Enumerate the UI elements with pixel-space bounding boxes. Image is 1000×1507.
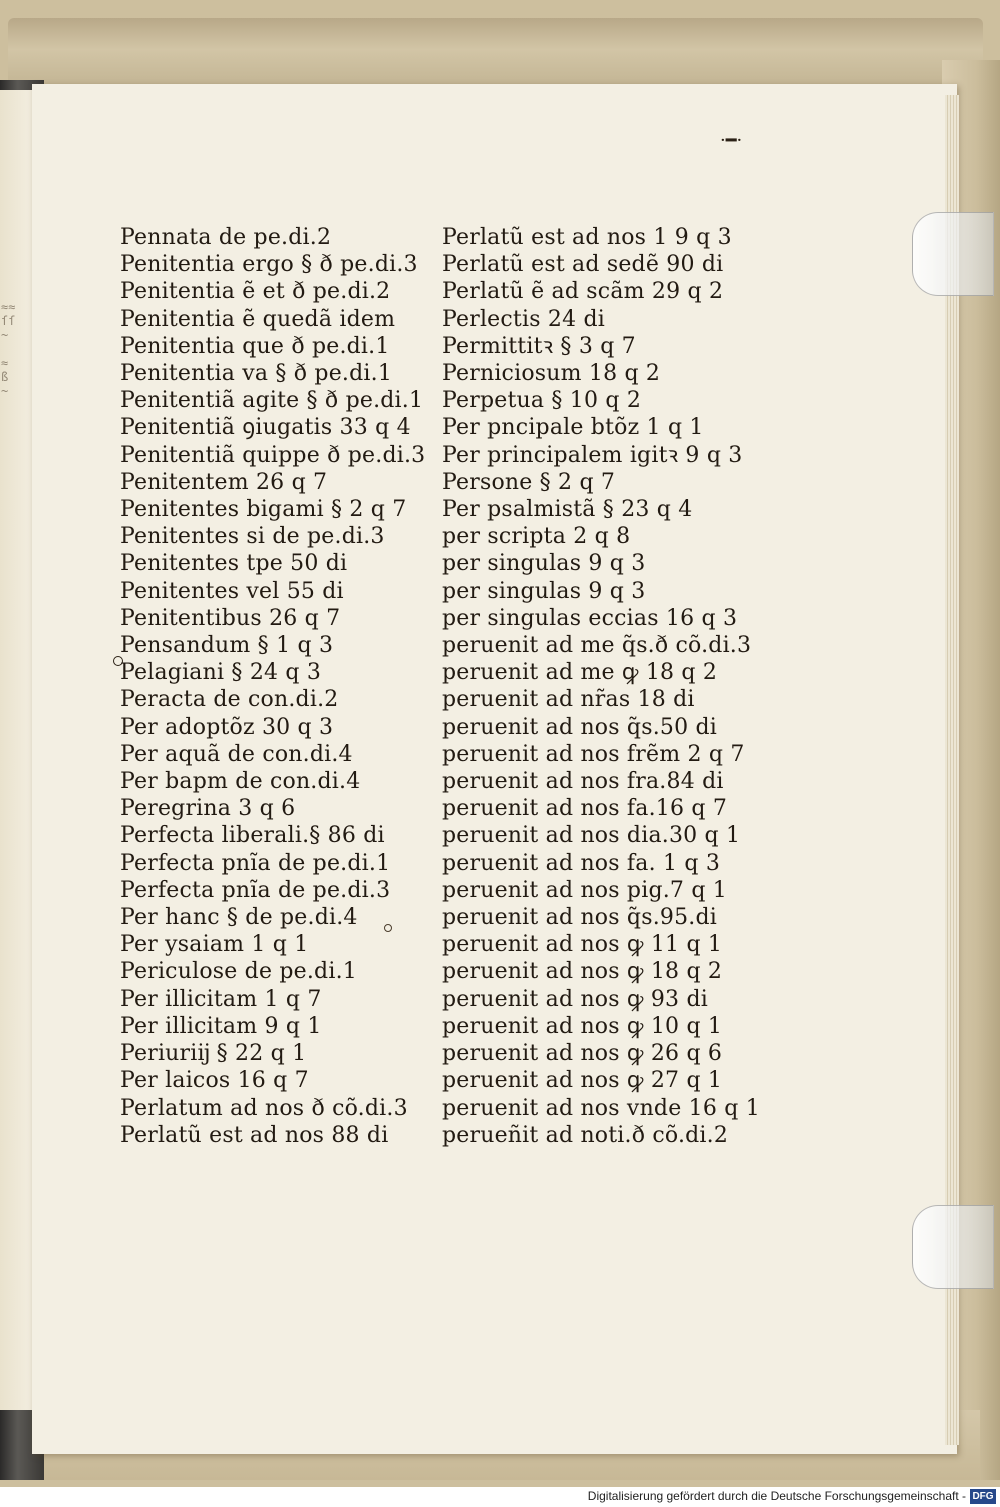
index-entry: Per psalmistã § 23 q 4 bbox=[442, 497, 693, 523]
index-entry: Perfecta liberali.§ 86 di bbox=[120, 823, 385, 849]
index-entry: Perlatũ est ad nos 1 9 q 3 bbox=[442, 225, 732, 250]
index-entry: Penitentia ẽ et ð pe.di.2 bbox=[120, 279, 391, 305]
index-entry: Per adoptõz 30 q 3 bbox=[120, 714, 334, 740]
index-entry: Per pncipale btõz 1 q 1 bbox=[442, 415, 704, 441]
index-entry: peruenit ad me q̃s.ð cõ.di.3 bbox=[442, 633, 752, 659]
index-entry: peruenit ad nr̃as 18 di bbox=[442, 687, 695, 713]
index-entry: Penitentia ẽ quedã idem bbox=[120, 306, 396, 332]
index-entry: Per illicitam 9 q 1 bbox=[120, 1013, 322, 1039]
index-entry: Perlatũ ẽ ad scãm 29 q 2 bbox=[442, 279, 724, 305]
index-entry: peruenit ad nos dia.30 q 1 bbox=[442, 823, 741, 849]
index-entry: Penitentem 26 q 7 bbox=[120, 469, 328, 495]
index-entry: Pensandum § 1 q 3 bbox=[120, 633, 334, 659]
index-entry: Persone § 2 q 7 bbox=[442, 469, 616, 495]
book-cover-top bbox=[8, 18, 983, 88]
index-entry: Penitentia que ð pe.di.1 bbox=[120, 333, 390, 359]
index-entry: Per hanc § de pe.di.4 bbox=[120, 905, 358, 931]
index-entry: peruenit ad nos ꝙ 27 q 1 bbox=[442, 1068, 723, 1094]
index-entry: peruenit ad nos ꝙ 10 q 1 bbox=[442, 1013, 723, 1039]
index-entry: Per aquã de con.di.4 bbox=[120, 741, 353, 767]
index-entry: peruenit ad me ꝙ 18 q 2 bbox=[442, 660, 718, 686]
index-entry: Penitentes si de pe.di.3 bbox=[120, 524, 385, 550]
index-entry: Pennata de pe.di.2 bbox=[120, 225, 332, 250]
footer-credit: Digitalisierung gefördert durch die Deutsche Forschungsgemeinschaft - bbox=[587, 1489, 966, 1503]
index-entry: Per principalem igitꝛ 9 q 3 bbox=[442, 442, 743, 468]
index-entry: Pelagiani § 24 q 3 bbox=[120, 660, 322, 686]
index-entry: per singulas eccias 16 q 3 bbox=[442, 605, 738, 631]
index-entry: Perlatũ est ad nos 88 di bbox=[120, 1122, 389, 1148]
index-entry: perueñit ad noti.ð cõ.di.2 bbox=[442, 1122, 729, 1148]
index-entry: peruenit ad nos fra.84 di bbox=[442, 769, 724, 795]
index-entry: peruenit ad nos pig.7 q 1 bbox=[442, 877, 727, 903]
index-entry: Penitentes bigami § 2 q 7 bbox=[120, 497, 407, 523]
index-entry: peruenit ad nos ꝙ 18 q 2 bbox=[442, 959, 723, 985]
index-entry: Peracta de con.di.2 bbox=[120, 687, 339, 713]
index-entry: peruenit ad nos q̃s.50 di bbox=[442, 714, 718, 740]
index-entry: peruenit ad nos vnde 16 q 1 bbox=[442, 1095, 760, 1121]
index-entry: Per laicos 16 q 7 bbox=[120, 1068, 309, 1094]
index-entry: Per bapm de con.di.4 bbox=[120, 769, 361, 795]
index-entry: Penitentes vel 55 di bbox=[120, 578, 344, 604]
index-entry: peruenit ad nos ꝙ 26 q 6 bbox=[442, 1041, 723, 1067]
index-entry: peruenit ad nos ꝙ 11 q 1 bbox=[442, 932, 723, 958]
index-entry: Per ysaiam 1 q 1 bbox=[120, 932, 309, 958]
index-entry: Penitentiã quippe ð pe.di.3 bbox=[120, 442, 426, 468]
index-entry: Penitentes tpe 50 di bbox=[120, 551, 348, 577]
index-column-left bbox=[120, 224, 425, 1149]
index-column-right bbox=[442, 224, 760, 1149]
dfg-logo: DFG bbox=[970, 1489, 996, 1504]
index-entry: Perniciosum 18 q 2 bbox=[442, 361, 661, 387]
index-entry: Perlatũ est ad sedẽ 90 di bbox=[442, 252, 724, 278]
index-entry: Per illicitam 1 q 7 bbox=[120, 986, 322, 1012]
ink-mark: ·━· bbox=[720, 130, 743, 151]
index-entry: Perpetua § 10 q 2 bbox=[442, 388, 642, 414]
footer-bar bbox=[0, 1487, 1000, 1507]
index-entry: per singulas 9 q 3 bbox=[442, 551, 646, 577]
index-entry: Penitentibus 26 q 7 bbox=[120, 605, 341, 631]
index-entry: peruenit ad nos ꝙ 93 di bbox=[442, 986, 708, 1012]
index-entry: Permittitꝛ § 3 q 7 bbox=[442, 333, 636, 359]
index-entry: Perfecta pnĩa de pe.di.1 bbox=[120, 850, 391, 876]
index-entry: Peregrina 3 q 6 bbox=[120, 796, 296, 822]
index-entry: Perfecta pnĩa de pe.di.3 bbox=[120, 877, 391, 903]
index-entry: Periculose de pe.di.1 bbox=[120, 959, 357, 985]
facing-page-bleed: ≈≈ ſſ ~ ≈ ß ~ bbox=[1, 300, 16, 398]
index-entry: peruenit ad nos fa. 1 q 3 bbox=[442, 850, 721, 876]
index-entry: Penitentia ergo § ð pe.di.3 bbox=[120, 252, 418, 278]
index-entry: peruenit ad nos frẽm 2 q 7 bbox=[442, 741, 745, 767]
index-entry: Penitentiã agite § ð pe.di.1 bbox=[120, 388, 424, 414]
index-entry: per singulas 9 q 3 bbox=[442, 578, 646, 604]
facing-page-edge bbox=[0, 90, 36, 1410]
index-entry: per scripta 2 q 8 bbox=[442, 524, 631, 550]
index-entry: Penitentia va § ð pe.di.1 bbox=[120, 361, 393, 387]
index-entry: Periuriĳ § 22 q 1 bbox=[120, 1041, 307, 1067]
index-entry: Perlatum ad nos ð cõ.di.3 bbox=[120, 1095, 408, 1121]
index-entry: peruenit ad nos q̃s.95.di bbox=[442, 905, 718, 931]
index-entry: peruenit ad nos fa.16 q 7 bbox=[442, 796, 728, 822]
index-entry: Penitentiã ꝯiugatis 33 q 4 bbox=[120, 415, 411, 441]
page-clip-bottom bbox=[912, 1205, 994, 1289]
index-entry: Perlectis 24 di bbox=[442, 306, 605, 332]
page-clip-top bbox=[912, 212, 994, 296]
